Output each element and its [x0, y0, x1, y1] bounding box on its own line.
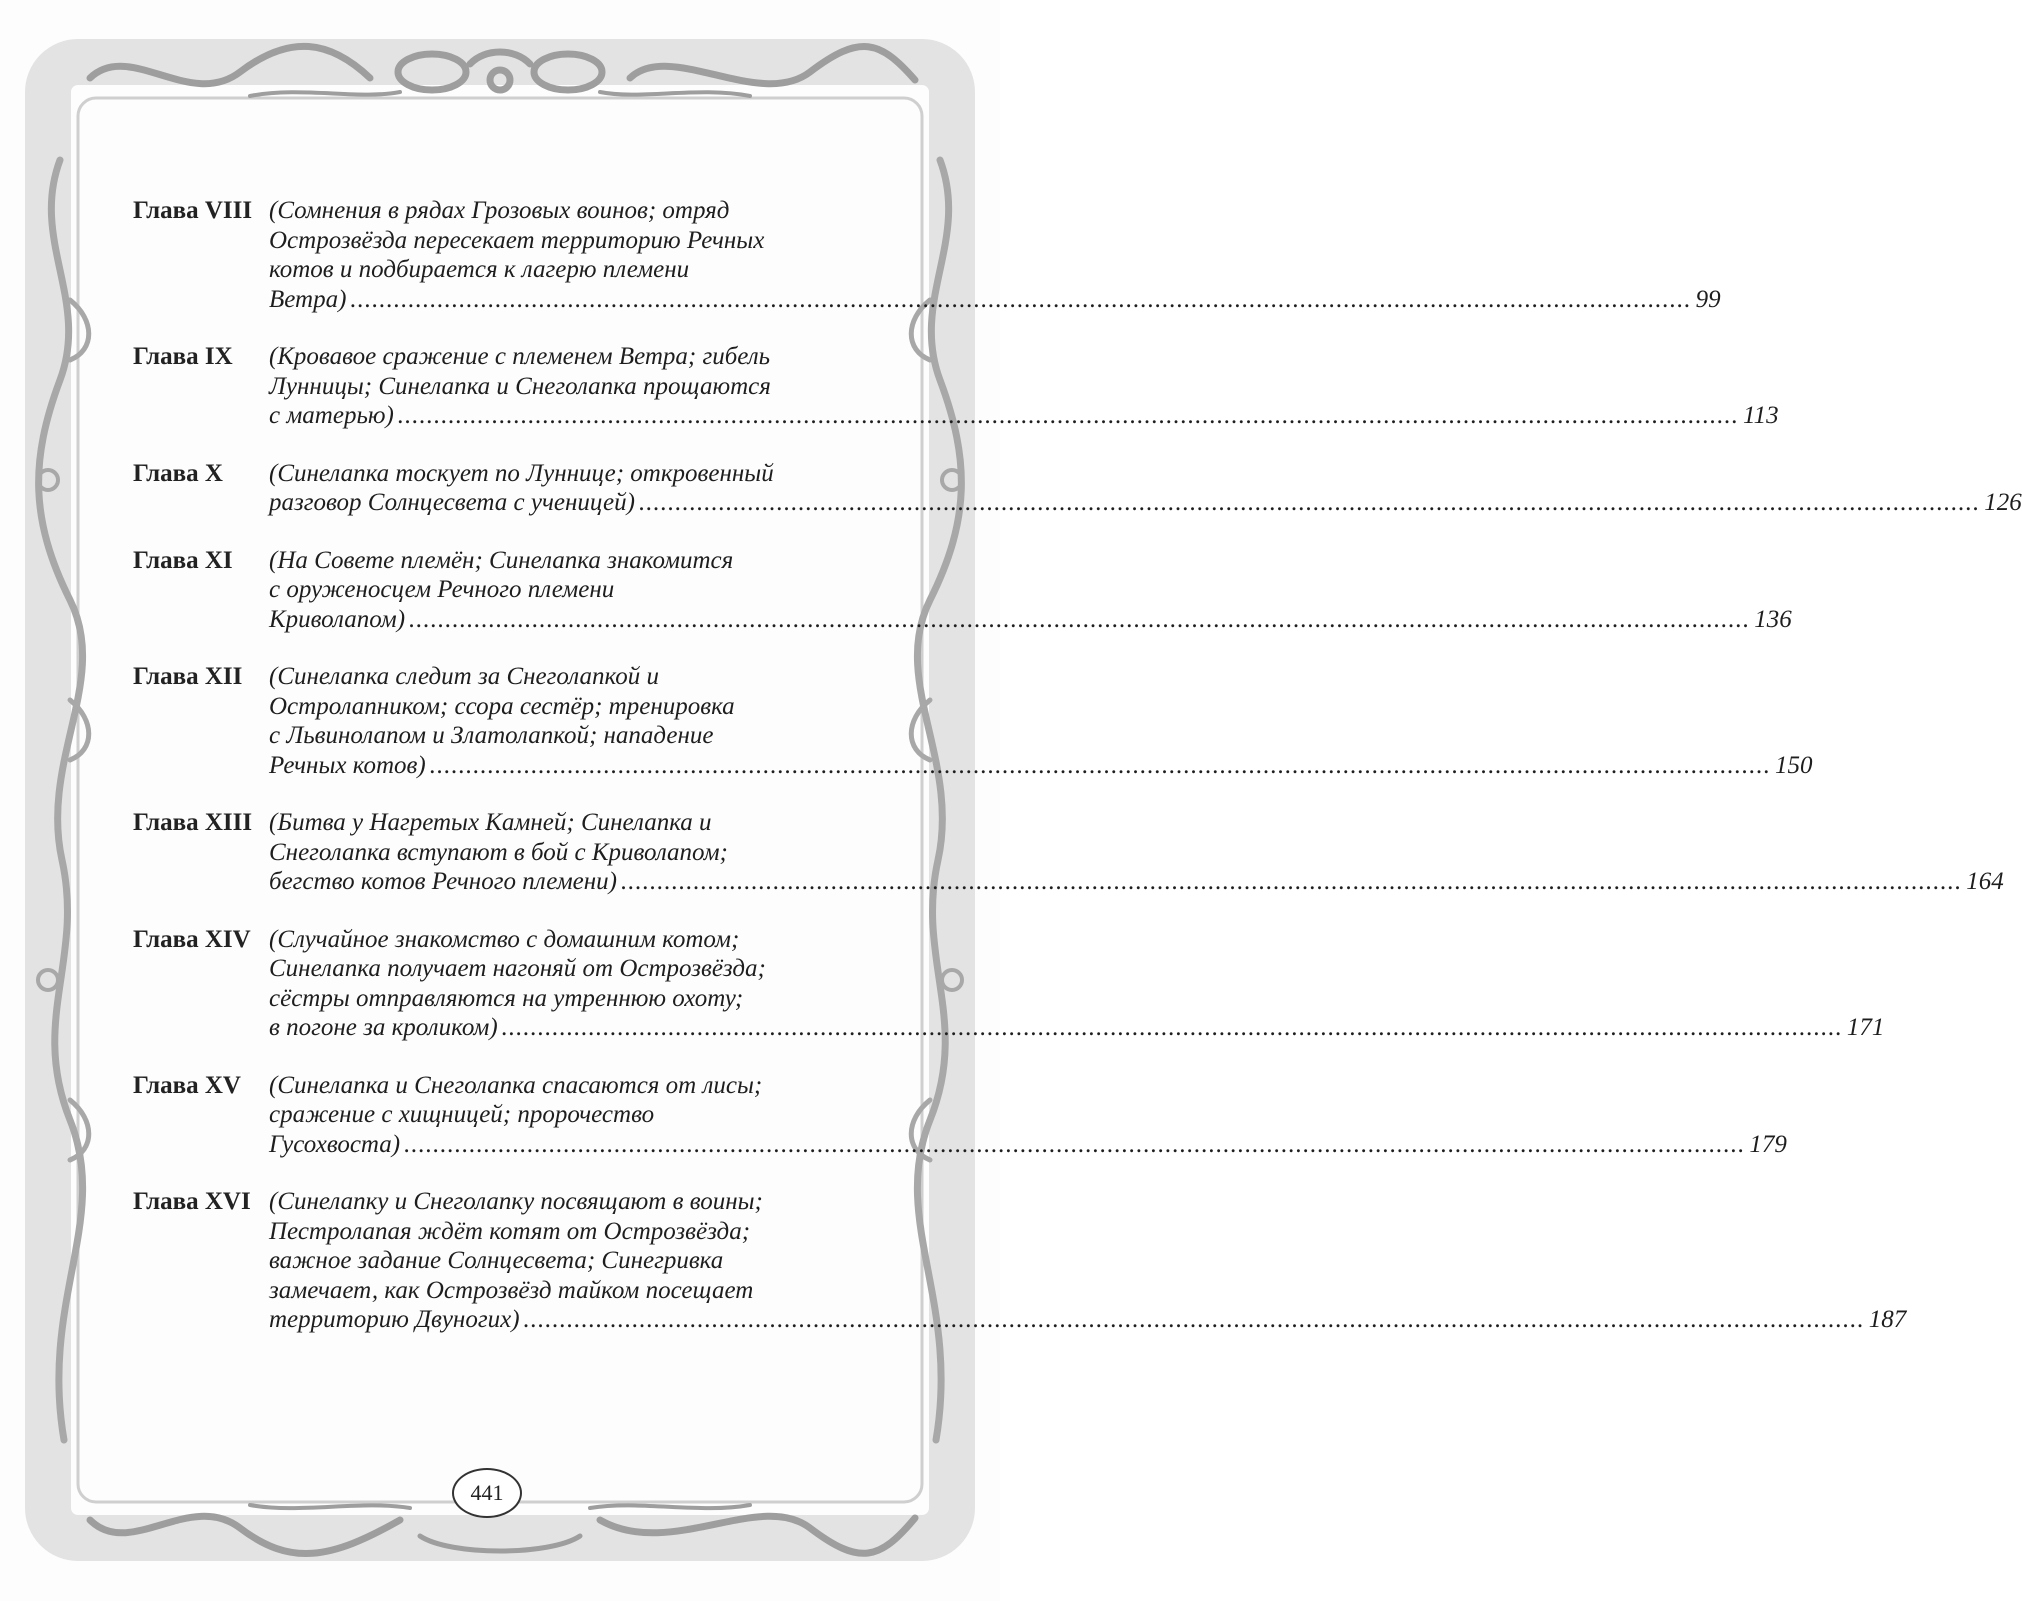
toc-page-number: 187 — [1868, 1306, 1907, 1333]
toc-page-number: 99 — [1695, 285, 1721, 313]
description-line: Криволапом) — [269, 605, 406, 633]
description-line: Синелапка получает нагоняй от Острозвёзда; — [269, 955, 766, 982]
description-line: Острозвёзда пересекает территорию Речных — [269, 226, 765, 254]
chapter-description — [269, 1071, 1787, 1160]
description-last-line — [269, 605, 1792, 635]
chapter-description — [269, 342, 1779, 431]
description-line: (Случайное знакомство с домашним котом; — [269, 925, 740, 953]
chapter-label: Глава X — [133, 459, 223, 487]
description-line: Гусохвоста) — [269, 1130, 401, 1158]
description-last-line — [269, 1130, 1787, 1160]
description-line: (На Совете племён; Синелапка знакомится — [269, 546, 734, 574]
description-line: (Синелапка следит за Снеголапкой и — [269, 663, 659, 690]
dot-leader — [639, 488, 1980, 518]
toc-entry — [133, 1187, 1907, 1335]
toc-entry — [133, 662, 1813, 780]
description-line: разговор Солнцесвета с ученицей) — [269, 489, 635, 516]
toc-page-number: 136 — [1754, 605, 1792, 633]
description-last-line — [269, 401, 1779, 431]
toc-entry — [133, 546, 1792, 635]
description-line: Речных котов) — [269, 751, 426, 779]
chapter-label: Глава VIII — [133, 197, 253, 224]
description-line: с Львинолапом и Златолапкой; нападение — [269, 722, 714, 749]
toc-entry — [133, 196, 1721, 314]
chapter-label: Глава XIV — [133, 925, 251, 953]
description-line: (Сомнения в рядах Грозовых воинов; отряд — [269, 197, 730, 224]
description-line: сражение с хищницей; пророчество — [269, 1101, 655, 1128]
chapter-label: Глава XIII — [133, 809, 253, 836]
description-line: территорию Двуногих) — [269, 1306, 520, 1333]
description-line: (Синелапка тоскует по Луннице; откровенный — [269, 459, 774, 487]
dot-leader — [398, 401, 1739, 431]
description-line: сёстры отправляются на утреннюю охоту; — [269, 984, 744, 1012]
dot-leader — [430, 751, 1771, 781]
toc-entry — [133, 459, 2022, 518]
chapter-label: Глава XII — [133, 663, 243, 690]
description-last-line — [269, 285, 1721, 315]
toc-page-number: 179 — [1749, 1130, 1787, 1158]
chapter-label: Глава IX — [133, 343, 233, 370]
chapter-description — [269, 1187, 1906, 1335]
table-of-contents — [133, 196, 2022, 1363]
description-line: Снеголапка вступают в бой с Криволапом; — [269, 838, 728, 866]
description-line: (Синелапка и Снеголапка спасаются от лисы; — [269, 1071, 763, 1099]
toc-entry — [133, 1071, 1787, 1160]
chapter-description — [269, 662, 1812, 780]
dot-leader — [502, 1013, 1843, 1043]
description-line: замечает, как Острозвёзд тайком посещает — [269, 1276, 754, 1304]
description-line: с оруженосцем Речного племени — [269, 576, 615, 603]
description-line: (Синелапку и Снеголапку посвящают в воины; — [269, 1188, 763, 1215]
toc-page-number: 150 — [1774, 751, 1813, 779]
toc-page-number: 126 — [1984, 489, 2022, 516]
toc-entry — [133, 925, 1885, 1043]
description-line: Лунницы; Синелапка и Снеголапка прощаются — [269, 372, 771, 400]
chapter-description — [269, 925, 1884, 1043]
chapter-description — [269, 196, 1721, 314]
description-last-line — [269, 1305, 1906, 1335]
toc-entry — [133, 808, 2004, 897]
chapter-label: Глава XI — [133, 546, 233, 574]
dot-leader — [404, 1130, 1745, 1160]
page-number: 441 — [470, 1480, 504, 1505]
chapter-label: Глава XVI — [133, 1188, 251, 1215]
chapter-description — [269, 808, 2004, 897]
description-line: Пестролапая ждёт котят от Острозвёзда; — [269, 1217, 751, 1245]
chapter-description — [269, 546, 1792, 635]
dot-leader — [350, 285, 1691, 315]
description-line: (Битва у Нагретых Камней; Синелапка и — [269, 809, 712, 836]
description-line: бегство котов Речного племени) — [269, 868, 617, 895]
toc-entry — [133, 342, 1779, 431]
chapter-label: Глава XV — [133, 1071, 241, 1099]
chapter-description — [269, 459, 2022, 518]
dot-leader — [621, 867, 1962, 897]
description-line: Остролапником; ссора сестёр; тренировка — [269, 692, 735, 720]
description-line: в погоне за кроликом) — [269, 1014, 498, 1041]
page-number-oval — [452, 1468, 522, 1518]
toc-page-number: 113 — [1743, 402, 1779, 429]
description-line: Ветра) — [269, 285, 347, 313]
description-line: котов и подбирается к лагерю племени — [269, 256, 690, 283]
toc-page-number: 164 — [1966, 868, 2004, 895]
description-last-line — [269, 488, 2022, 518]
description-last-line — [269, 1013, 1884, 1043]
description-line: (Кровавое сражение с племенем Ветра; гибель — [269, 343, 771, 370]
dot-leader — [524, 1305, 1865, 1335]
description-line: с матерью) — [269, 402, 394, 429]
dot-leader — [409, 605, 1750, 635]
toc-page-number: 171 — [1846, 1014, 1885, 1041]
description-last-line — [269, 867, 2004, 897]
description-line: важное задание Солнцесвета; Синегривка — [269, 1247, 724, 1274]
description-last-line — [269, 751, 1812, 781]
